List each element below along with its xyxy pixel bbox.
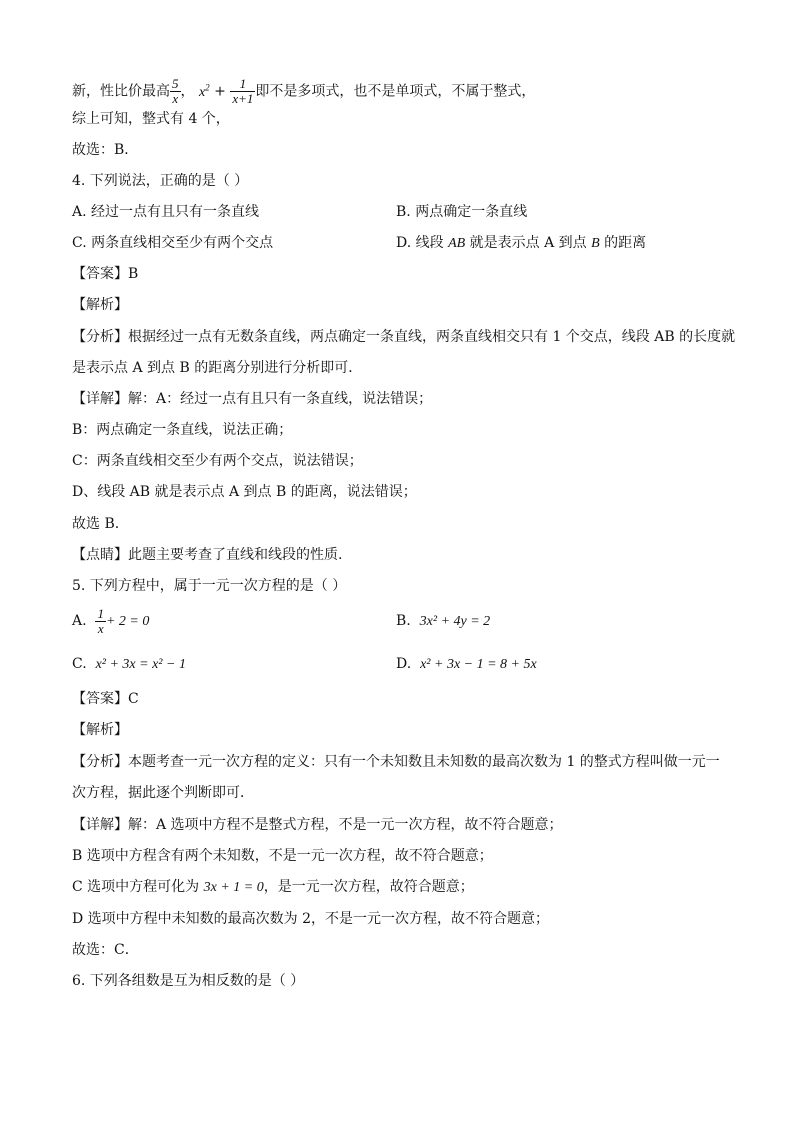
q4-detail-line-4: D、线段 AB 就是表示点 A 到点 B 的距离，说法错误； [72, 484, 417, 500]
q4-option-a: A. 经过一点有且只有一条直线 [72, 204, 260, 220]
q4-option-b: B. 两点确定一条直线 [396, 204, 528, 220]
q4-analysis-line-2: 是表示点 A 到点 B 的距离分别进行分析即可． [72, 360, 363, 376]
fraction-5-over-x: $\frac{5}{x}$ [172, 76, 179, 107]
text-line-new: 新，性比价最高 $\frac{5}{x}$ ， $x^2$ + $\frac{1}{x+1}$ 即不是多项式，也不是单项式，不属于整式， [72, 76, 536, 107]
q4-answer: 【答案】B [72, 266, 139, 282]
q5-detail-line-4: D 选项中方程中未知数的最高次数为 2，不是一元一次方程，故不符合题意； [72, 911, 550, 927]
q4-choose: 故选 B. [72, 516, 120, 532]
question-5-stem: 5. 下列方程中，属于一元一次方程的是（ ） [72, 578, 347, 594]
q5-option-d: D. x² + 3x − 1 = 8 + 5x [396, 656, 537, 672]
q4-analysis-line-1: 【分析】根据经过一点有无数条直线，两点确定一条直线，两条直线相交只有 1 个交点，线段 AB 的长度就 [72, 329, 736, 345]
q4-detail-line-2: B：两点确定一条直线，说法正确； [72, 422, 293, 438]
question-4-stem: 4. 下列说法，正确的是（ ） [72, 173, 249, 189]
question-6-stem: 6. 下列各组数是互为相反数的是（ ） [72, 973, 305, 989]
x-squared: $x^2$ [198, 82, 210, 100]
text-line-summary: 综上可知，整式有 4 个， [72, 111, 230, 127]
fraction-1-over-x-plus-1: $\frac{1}{x+1}$ [232, 76, 254, 107]
text-line-choice: 故选：B． [72, 142, 139, 158]
q5-jiexi-label: 【解析】 [72, 722, 128, 738]
q5-analysis-line-2: 次方程，据此逐个判断即可． [72, 785, 254, 801]
q5-detail-line-1: 【详解】解：A 选项中方程不是整式方程，不是一元一次方程，故不符合题意； [72, 817, 563, 833]
q5-option-c: C. x² + 3x = x² − 1 [72, 656, 186, 672]
q5-option-b: B. 3x² + 4y = 2 [396, 613, 491, 629]
q4-option-d: D. 线段 AB 就是表示点 A 到点 B 的距离 [396, 235, 647, 251]
q5-analysis-line-1: 【分析】本题考查一元一次方程的定义：只有一个未知数且未知数的最高次数为 1 的整式方程叫做一元一 [72, 754, 720, 770]
q5-option-a: A. $\frac{1}{x}$ + 2 = 0 [72, 605, 150, 636]
fraction-1-over-x: $\frac{1}{x}$ [97, 605, 104, 636]
q5-answer: 【答案】C [72, 691, 139, 707]
q5-detail-line-2: B 选项中方程含有两个未知数，不是一元一次方程，故不符合题意； [72, 848, 493, 864]
q4-detail-line-3: C：两条直线相交至少有两个交点，说法错误； [72, 453, 363, 469]
q5-choose: 故选：C． [72, 942, 139, 958]
q5-detail-line-3: C 选项中方程可化为 3x + 1 = 0，是一元一次方程，故符合题意； [72, 879, 474, 895]
q4-dianjing: 【点睛】此题主要考查了直线和线段的性质. [72, 547, 343, 563]
text-prefix: 新，性比价最高 [72, 83, 170, 100]
q4-detail-line-1: 【详解】解：A：经过一点有且只有一条直线，说法错误； [72, 391, 433, 407]
text-suffix: 即不是多项式，也不是单项式，不属于整式， [255, 83, 536, 100]
q4-option-c: C. 两条直线相交至少有两个交点 [72, 235, 274, 251]
q4-jiexi-label: 【解析】 [72, 297, 128, 313]
